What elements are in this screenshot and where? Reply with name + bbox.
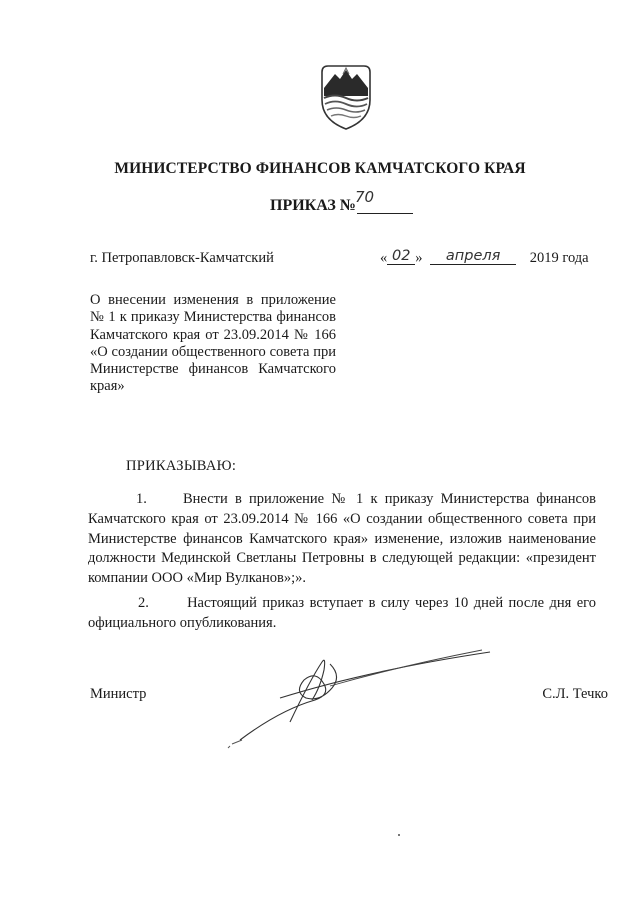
item-text: Внести в приложение № 1 к приказу Министерства финансов Камчатского края от 23.09.2014 № 166 «О создании общественного совета при Министерстве финансов Камчатского края» изменение, изложив наименование должности Мединской Светланы Петровны в следующей редакции: «президент компании ООО «Мир Вулканов»;». [88, 491, 596, 587]
date-day: 02 [387, 248, 415, 265]
order-verb: ПРИКАЗЫВАЮ: [126, 458, 237, 474]
order-subject: О внесении изменения в приложение № 1 к приказу Министерства финансов Камчатского края от 23.09.2014 № 166 «О создании общественного совета при Министерстве финансов Камчатского края» [90, 292, 336, 395]
quote-close: » [415, 250, 423, 266]
scan-speck [398, 834, 400, 836]
date-month: апреля [430, 248, 516, 265]
order-item-2 [88, 594, 596, 634]
order-date [380, 250, 589, 267]
item-number: 2. [138, 595, 149, 611]
handwritten-signature [220, 640, 500, 760]
signatory-name: С.Л. Течко [542, 686, 608, 702]
ministry-name: МИНИСТЕРСТВО ФИНАНСОВ КАМЧАТСКОГО КРАЯ [114, 160, 526, 177]
item-number: 1. [136, 491, 147, 507]
order-item-1 [88, 490, 596, 589]
date-year: 2019 года [529, 250, 589, 266]
order-number-underline [357, 213, 413, 214]
signatory-position: Министр [90, 686, 147, 702]
city: г. Петропавловск-Камчатский [90, 250, 274, 266]
kamchatka-coat-of-arms-icon [318, 62, 374, 132]
order-title-label: ПРИКАЗ № [270, 197, 356, 214]
order-number: 70 [355, 188, 375, 206]
item-text: Настоящий приказ вступает в силу через 10 дней после дня его официального опубликования. [88, 595, 597, 631]
order-title [270, 197, 356, 215]
quote-open: « [380, 250, 388, 266]
